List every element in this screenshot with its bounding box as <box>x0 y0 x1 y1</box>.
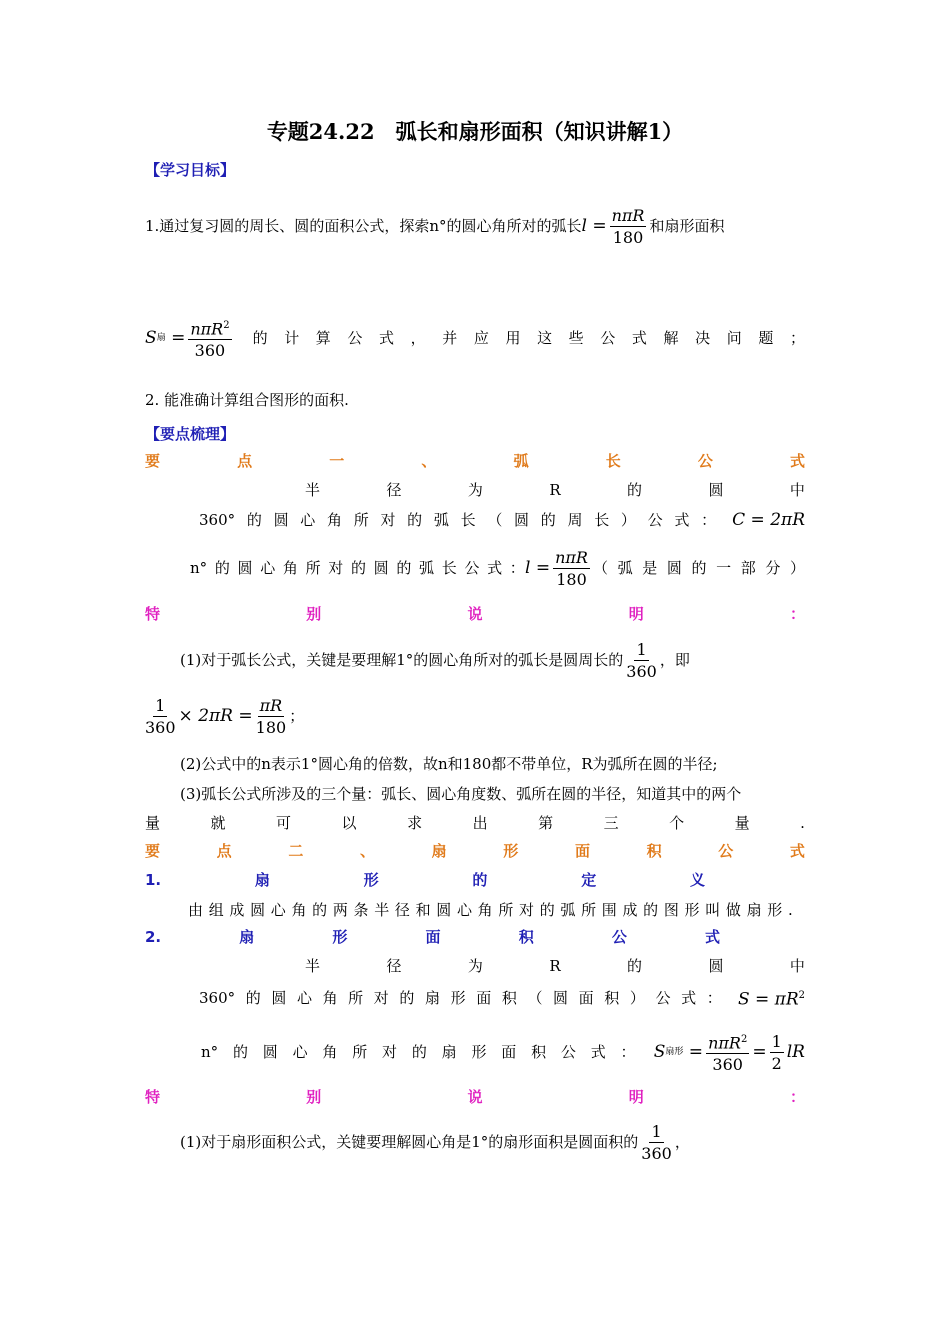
char-token: 弧 <box>617 559 633 577</box>
note-1-suffix: ，即 <box>659 651 690 669</box>
char-token: 特 <box>145 605 161 623</box>
char-token: 的 <box>396 559 412 577</box>
char-token: ） <box>620 511 636 529</box>
lR-text: lR <box>786 1042 805 1062</box>
char-token: 决 <box>695 329 711 347</box>
goal-1-cont-text <box>253 328 805 348</box>
arc-numerator-2: nπR <box>555 547 588 567</box>
goals-header <box>145 160 805 180</box>
char-token: 三 <box>603 814 619 832</box>
sector-num-2 <box>706 1029 749 1054</box>
note-1-num: 1 <box>636 639 647 659</box>
char-token: 长 <box>441 559 457 577</box>
point-1-line-1 <box>305 480 805 500</box>
char-token: 的 <box>246 511 262 529</box>
char-token: n° <box>190 559 208 577</box>
char-token: 的 <box>350 559 366 577</box>
char-token: 应 <box>473 329 489 347</box>
char-token: 角 <box>291 901 307 919</box>
char-token: 公 <box>347 329 363 347</box>
char-token: 对 <box>373 988 389 1007</box>
char-token: 为 <box>467 481 483 499</box>
char-token: 式 <box>704 928 720 946</box>
char-token: 的 <box>691 559 707 577</box>
char-token: 、 <box>359 842 375 860</box>
char-token: 叫 <box>705 901 721 919</box>
char-token: 中 <box>789 957 805 975</box>
char-token: ： <box>701 511 717 529</box>
char-token: 所 <box>353 511 369 529</box>
char-token: 面 <box>574 842 590 860</box>
char-token: 第 <box>538 814 554 832</box>
char-token: 角 <box>322 1043 338 1061</box>
char-token: 以 <box>341 814 357 832</box>
char-token: 圆 <box>514 511 530 529</box>
arc-numerator: nπR <box>611 205 645 225</box>
note-1-den: 360 <box>626 661 657 681</box>
point-1-line-2 <box>199 510 805 530</box>
char-token: 公 <box>600 329 616 347</box>
note-4-fraction <box>641 1121 672 1164</box>
goal-2: 2. 能准确计算组合图形的面积. <box>145 391 349 409</box>
char-token: 说 <box>467 605 483 623</box>
eq-frac-2 <box>256 695 287 738</box>
char-token: 点 <box>237 452 253 470</box>
char-token: 心 <box>296 988 312 1007</box>
char-token: 长 <box>460 511 476 529</box>
char-token: 量 <box>145 814 161 832</box>
sector-fraction-2 <box>706 1029 749 1075</box>
note-3-cont <box>145 813 805 833</box>
char-token: 对 <box>382 1043 398 1061</box>
point-2-line-1 <box>305 956 805 976</box>
point-2-def <box>188 900 793 920</box>
point-1-line-3-suffix <box>593 558 805 578</box>
arc-fraction <box>610 205 647 248</box>
note-4-num: 1 <box>651 1121 662 1141</box>
char-token: . <box>787 901 793 919</box>
note-1-text: (1)对于弧长公式，关键是要理解1°的圆心角所对的弧长是圆周长的 <box>180 651 624 669</box>
char-token: 公 <box>718 842 734 860</box>
char-token: ； <box>789 329 805 347</box>
note-1 <box>180 638 805 682</box>
sector-S-symbol: S <box>145 328 157 348</box>
char-token: 心 <box>456 901 472 919</box>
char-token: 扇 <box>441 1043 457 1061</box>
char-token: ： <box>620 1043 636 1061</box>
goal-1-suffix: 和扇形面积 <box>649 217 725 235</box>
char-token: 这 <box>537 329 553 347</box>
char-token: 角 <box>477 901 493 919</box>
char-token: 心 <box>292 1043 308 1061</box>
points-header-label: 【要点梳理】 <box>145 425 236 443</box>
char-token: 形 <box>767 901 783 919</box>
char-token: 半 <box>305 481 321 499</box>
char-token: 圆 <box>262 1043 278 1061</box>
char-token: 成 <box>622 901 638 919</box>
circle-area-text: S = πR <box>737 989 799 1010</box>
char-token: 面 <box>578 988 594 1007</box>
char-token: 的 <box>252 329 268 347</box>
point-1-title <box>145 451 805 471</box>
char-token: 积 <box>646 842 662 860</box>
char-token: 所 <box>581 901 597 919</box>
char-token: 成 <box>229 901 245 919</box>
point-1-line-3-text <box>190 558 525 578</box>
arc-l-symbol: l <box>581 216 587 236</box>
char-token: 式 <box>379 329 395 347</box>
points-header <box>145 424 805 444</box>
char-token: 圆 <box>708 957 724 975</box>
char-token: 心 <box>260 559 276 577</box>
char-token: 圆 <box>250 901 266 919</box>
note-1-fraction <box>626 639 657 682</box>
char-token: 条 <box>353 901 369 919</box>
char-token: 面 <box>501 1043 517 1061</box>
point-1-line-2-text <box>199 510 716 530</box>
arc-fraction-2 <box>553 547 590 590</box>
char-token: 积 <box>518 928 534 946</box>
char-token: 心 <box>270 901 286 919</box>
char-token: 图 <box>663 901 679 919</box>
goal-1-text: 1.通过复习圆的周长、圆的面积公式，探索n°的圆心角所对的弧长 <box>145 217 582 235</box>
char-token: ） <box>629 988 645 1007</box>
circle-sq: 2 <box>798 990 805 1001</box>
char-token: 是 <box>642 559 658 577</box>
char-token: 要 <box>145 452 161 470</box>
char-token: 要 <box>145 842 161 860</box>
char-token: 的 <box>540 511 556 529</box>
char-token: 别 <box>306 605 322 623</box>
circle-area-formula <box>738 986 805 1010</box>
char-token: 式 <box>487 559 503 577</box>
point-2-line-2-text <box>199 988 722 1008</box>
char-token: 定 <box>581 871 597 889</box>
eq-num-2: πR <box>259 695 283 715</box>
sector-sub-2: 扇形 <box>665 1047 684 1057</box>
char-token: 积 <box>501 988 517 1007</box>
char-token: 径 <box>386 481 402 499</box>
char-token: 两 <box>332 901 348 919</box>
sector-area-formula: S 扇 = $\frac{n\pi R^2}{360}$ <box>145 315 235 361</box>
char-token: 组 <box>208 901 224 919</box>
char-token: 一 <box>716 559 732 577</box>
point-2-line-3 <box>201 1030 805 1074</box>
char-token: 量 <box>734 814 750 832</box>
sector-formula-2: S 扇形 = $\frac{n\pi R^2}{360}$ = $\frac{1}{2}$ lR <box>654 1029 805 1075</box>
char-token: 公 <box>655 988 671 1007</box>
char-token: 义 <box>689 871 705 889</box>
char-token: 弧 <box>560 901 576 919</box>
arc-denominator: 180 <box>612 227 644 247</box>
char-token: 扇 <box>254 871 270 889</box>
char-token: 2. <box>145 928 162 946</box>
char-token: 积 <box>604 988 620 1007</box>
char-token: 360° <box>199 988 236 1007</box>
char-token: 形 <box>332 928 348 946</box>
eq-den-2: 180 <box>255 717 287 737</box>
char-token: 式 <box>631 329 647 347</box>
char-token: 角 <box>327 511 343 529</box>
char-token: 公 <box>560 1043 576 1061</box>
char-token: 径 <box>386 957 402 975</box>
char-token: 角 <box>322 988 338 1007</box>
char-token: ： <box>789 1088 805 1106</box>
char-token: 可 <box>276 814 292 832</box>
char-token: 的 <box>627 481 643 499</box>
char-token: 式 <box>681 988 697 1007</box>
char-token: n° <box>201 1043 219 1061</box>
char-token: 径 <box>394 901 410 919</box>
char-token: 弧 <box>433 511 449 529</box>
point-2-line-3-text <box>201 1042 636 1062</box>
arc-l-symbol-2: l <box>525 558 531 578</box>
char-token: 周 <box>567 511 583 529</box>
point-2-def-title <box>145 870 705 890</box>
char-token: 长 <box>605 452 621 470</box>
char-token: 所 <box>498 901 514 919</box>
char-token: 式 <box>590 1043 606 1061</box>
sq-sup: 2 <box>223 319 230 331</box>
char-token: R <box>549 481 561 499</box>
sector-numerator <box>188 315 231 340</box>
char-token: 的 <box>312 901 328 919</box>
char-token: 公 <box>647 511 663 529</box>
sector-num-text: nπR <box>190 319 224 339</box>
arc-length-formula: l = $\frac{\text{nπR}}{180}$ <box>581 205 645 247</box>
char-token: 所 <box>352 1043 368 1061</box>
char-token: 360° <box>199 511 236 529</box>
char-token: 点 <box>216 842 232 860</box>
page-title: 专题24.22 弧长和扇形面积（知识讲解1） <box>266 119 684 144</box>
half-den: 2 <box>771 1053 782 1073</box>
char-token: 明 <box>628 1088 644 1106</box>
char-token: 解 <box>663 329 679 347</box>
char-token: 由 <box>188 901 204 919</box>
sector-fraction <box>188 315 231 361</box>
note-4 <box>180 1120 805 1164</box>
eq-times: × 2πR = <box>178 706 253 726</box>
char-token: ， <box>410 329 426 347</box>
char-token: 公 <box>697 452 713 470</box>
char-token: 分 <box>765 559 781 577</box>
eq-frac-1 <box>145 695 176 738</box>
char-token: 半 <box>374 901 390 919</box>
char-token: 式 <box>674 511 690 529</box>
goals-header-label: 【学习目标】 <box>145 161 236 179</box>
char-token: 扇 <box>746 901 762 919</box>
char-token: 形 <box>503 842 519 860</box>
char-token: （ <box>487 511 503 529</box>
sector-S-2: S <box>653 1042 666 1062</box>
char-token: 式 <box>789 842 805 860</box>
eq-num-1: 1 <box>155 695 166 715</box>
char-token: 圆 <box>436 901 452 919</box>
sector-sub: 扇 <box>156 333 166 343</box>
char-token: 为 <box>467 957 483 975</box>
goal-1 <box>145 206 805 246</box>
char-token: 的 <box>472 871 488 889</box>
arc-denominator-2: 180 <box>556 569 587 589</box>
goal-1-cont <box>145 318 805 361</box>
sector-num-2-text: nπR <box>708 1033 741 1053</box>
note-4-suffix: ， <box>674 1133 690 1151</box>
char-token: ： <box>509 559 525 577</box>
char-token: 题 <box>758 329 774 347</box>
char-token: ） <box>789 559 805 577</box>
point-2-title <box>145 841 805 861</box>
char-token: 面 <box>476 988 492 1007</box>
char-token: 围 <box>601 901 617 919</box>
char-token: 圆 <box>373 559 389 577</box>
char-token: 面 <box>425 928 441 946</box>
char-token: 所 <box>348 988 364 1007</box>
char-token: （ <box>527 988 543 1007</box>
point-1-line-3 <box>190 548 805 588</box>
note-2: (2)公式中的n表示1°圆心角的倍数，故n和180都不带单位，R为弧所在圆的半径; <box>180 755 718 773</box>
note-4-den: 360 <box>641 1143 672 1163</box>
circumference-formula: C = 2πR <box>732 510 805 530</box>
char-token: 明 <box>628 605 644 623</box>
char-token: 公 <box>464 559 480 577</box>
char-token: 圆 <box>708 481 724 499</box>
char-token: 的 <box>232 1043 248 1061</box>
char-token: 个 <box>669 814 685 832</box>
char-token: 出 <box>472 814 488 832</box>
char-token: 二 <box>288 842 304 860</box>
eq-suffix: ； <box>289 707 305 725</box>
char-token: 长 <box>594 511 610 529</box>
point-2-line-2 <box>199 986 805 1010</box>
char-token: 角 <box>282 559 298 577</box>
char-token: 对 <box>328 559 344 577</box>
char-token: 形 <box>471 1043 487 1061</box>
special-note-2-title <box>145 1087 805 1107</box>
char-token: 就 <box>210 814 226 832</box>
char-token: 的 <box>214 559 230 577</box>
sector-denominator: 360 <box>194 341 226 361</box>
note-1-equation <box>145 694 805 738</box>
char-token: 说 <box>467 1088 483 1106</box>
char-token: 积 <box>531 1043 547 1061</box>
char-token: ： <box>789 605 805 623</box>
char-token: 圆 <box>271 988 287 1007</box>
char-token: 扇 <box>239 928 255 946</box>
char-token: 的 <box>643 901 659 919</box>
char-token: 形 <box>363 871 379 889</box>
special-note-1-title <box>145 604 805 624</box>
char-token: 1. <box>145 871 162 889</box>
char-token: 部 <box>740 559 756 577</box>
char-token: 并 <box>442 329 458 347</box>
eq-den-1: 360 <box>145 717 176 737</box>
char-token: 、 <box>421 452 437 470</box>
char-token: 对 <box>380 511 396 529</box>
sector-sq-2: 2 <box>740 1033 748 1045</box>
char-token: 心 <box>300 511 316 529</box>
char-token: 圆 <box>553 988 569 1007</box>
char-token: 圆 <box>273 511 289 529</box>
char-token: 特 <box>145 1088 161 1106</box>
char-token: 用 <box>505 329 521 347</box>
char-token: 些 <box>568 329 584 347</box>
char-token: 圆 <box>237 559 253 577</box>
char-token: 形 <box>450 988 466 1007</box>
char-token: 算 <box>315 329 331 347</box>
char-token: 做 <box>725 901 741 919</box>
char-token: 的 <box>245 988 261 1007</box>
char-token: . <box>800 814 805 832</box>
char-token: 扇 <box>431 842 447 860</box>
char-token: 一 <box>329 452 345 470</box>
arc-formula-2: l = $\frac{\text{nπR}}{180}$ <box>525 547 588 589</box>
char-token: 的 <box>627 957 643 975</box>
char-token: 半 <box>305 957 321 975</box>
char-token: 扇 <box>425 988 441 1007</box>
char-token: 式 <box>789 452 805 470</box>
char-token: 所 <box>305 559 321 577</box>
half-fraction <box>770 1031 784 1074</box>
char-token: 对 <box>519 901 535 919</box>
note-3: (3)弧长公式所涉及的三个量：弧长、圆心角度数、弧所在圆的半径，知道其中的两个 <box>180 785 742 803</box>
point-2-formula-title <box>145 927 720 947</box>
char-token: 公 <box>611 928 627 946</box>
char-token: ： <box>706 988 722 1007</box>
char-token: 别 <box>306 1088 322 1106</box>
char-token: 中 <box>789 481 805 499</box>
char-token: 的 <box>539 901 555 919</box>
char-token: 求 <box>407 814 423 832</box>
sector-den-2: 360 <box>712 1055 743 1075</box>
char-token: 的 <box>399 988 415 1007</box>
char-token: 弧 <box>419 559 435 577</box>
char-token: （ <box>592 559 608 577</box>
char-token: 的 <box>407 511 423 529</box>
char-token: R <box>549 957 561 975</box>
char-token: 弧 <box>513 452 529 470</box>
note-4-text: (1)对于扇形面积公式，关键要理解圆心角是1°的扇形面积是圆面积的 <box>180 1133 639 1151</box>
char-token: 计 <box>284 329 300 347</box>
char-token: 的 <box>411 1043 427 1061</box>
char-token: 问 <box>726 329 742 347</box>
char-token: 圆 <box>666 559 682 577</box>
char-token: 和 <box>415 901 431 919</box>
char-token: 形 <box>684 901 700 919</box>
half-num: 1 <box>771 1031 782 1051</box>
